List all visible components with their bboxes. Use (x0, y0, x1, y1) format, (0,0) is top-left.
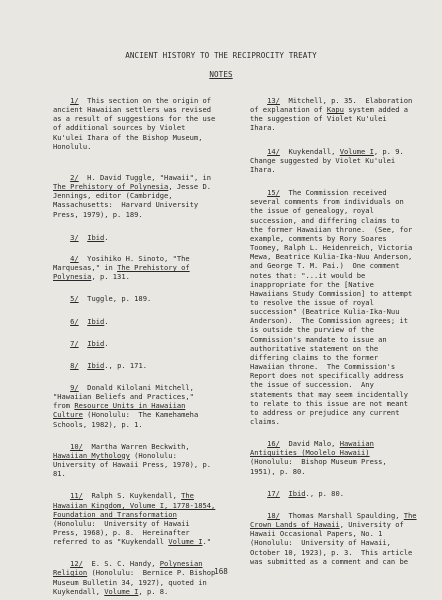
note-line (53, 442, 241, 451)
note-text: (Honolulu: University of Hawaii, (250, 538, 391, 548)
note-text: Mitchell, p. 35. Elaboration (279, 96, 413, 105)
note-line (250, 165, 420, 174)
note-line (250, 408, 420, 417)
note-line (53, 510, 241, 519)
note-line (53, 339, 241, 348)
note-text: Hawaiians Study Commission] to attempt (250, 288, 413, 298)
note-line (250, 557, 420, 566)
note-text: to address or prejudice any current (250, 407, 400, 417)
note-text: is outside the purview of the (250, 325, 374, 335)
note-text: 4/ (70, 253, 79, 263)
note-text: 12/ (70, 559, 83, 569)
note-line (250, 123, 420, 132)
notes-column-left (53, 96, 241, 596)
note-text: ., p. 171. (104, 360, 147, 370)
note-line (53, 263, 241, 272)
note-text (250, 147, 267, 156)
note-text: Press, 1979), p. 189. (53, 209, 143, 219)
note-text: . (104, 338, 109, 348)
note-text: Ralph S. Kuykendall, (82, 491, 182, 501)
note-line (250, 307, 420, 316)
note-text (53, 173, 70, 182)
note-text: the issue of succession. Any (250, 380, 374, 390)
note-text: Resource Units in Hawaiian (74, 401, 186, 411)
note-line (53, 420, 241, 429)
note-text (53, 491, 70, 500)
note-n6 (53, 317, 241, 326)
note-n12 (53, 559, 241, 596)
note-line (53, 401, 241, 410)
note-line (53, 491, 241, 500)
note-line (250, 243, 420, 252)
note-text: succession" (Beatrice Kulia-Ika-Nuu (250, 307, 400, 317)
note-text: Hawaiian Mythology (53, 450, 130, 460)
note-text: Volume I (168, 537, 203, 547)
note-text (53, 294, 70, 303)
note-text: Anderson). The Commission agrees; it (250, 316, 409, 326)
note-line (250, 511, 420, 520)
note-text: Ihara. (250, 164, 276, 174)
note-line (250, 371, 420, 380)
note-line (250, 261, 420, 270)
note-text: Kuykendall, (53, 586, 105, 596)
note-line (250, 105, 420, 114)
note-text: 16/ (267, 439, 280, 449)
note-text: Antiquities (Moolelo Hawaii) (250, 448, 370, 458)
note-line (53, 537, 241, 546)
note-text (53, 317, 70, 326)
note-text: example, comments by Rory Soares (250, 233, 387, 243)
note-line (53, 114, 241, 123)
note-text: Crown Lands of Hawaii (250, 520, 340, 530)
note-text: 2/ (70, 172, 79, 182)
note-n2 (53, 173, 241, 219)
note-text: "Hawaiian Beliefs and Practices," (53, 392, 194, 402)
note-line (53, 519, 241, 528)
note-text: 15/ (267, 188, 280, 198)
note-line (53, 410, 241, 419)
note-line (53, 392, 241, 401)
note-line (250, 529, 420, 538)
note-line (250, 114, 420, 123)
note-line (53, 383, 241, 392)
note-text: 10/ (70, 441, 83, 451)
note-line (250, 280, 420, 289)
notes-column-right (250, 96, 420, 566)
section-heading: NOTES (209, 70, 233, 79)
note-line (53, 96, 241, 105)
note-line (250, 225, 420, 234)
note-text: Religion (53, 568, 88, 578)
note-line (250, 467, 420, 476)
note-line (250, 344, 420, 353)
note-line (53, 501, 241, 510)
note-text: (Honolulu: (129, 450, 177, 460)
note-text: Massachusetts: Harvard University (53, 200, 199, 210)
note-line (53, 294, 241, 303)
note-text (53, 361, 70, 370)
note-text (53, 383, 70, 392)
note-text: Polynesian (159, 559, 203, 569)
note-text: system added a (343, 105, 409, 115)
note-text (250, 439, 267, 448)
note-text: Commission's mandate to issue an (250, 334, 387, 344)
note-text: Polynesia (53, 272, 92, 282)
note-text (250, 188, 267, 197)
note-text: Volume I (339, 146, 374, 156)
note-text: The (403, 510, 417, 520)
note-line (250, 417, 420, 426)
note-n15 (250, 188, 420, 426)
note-text: 6/ (70, 316, 79, 326)
note-text: Mewa, Beatrice Kulia-Ika-Nuu Anderson, (250, 252, 413, 262)
note-text: 1951), p. 80. (250, 466, 306, 476)
note-text: ." (202, 537, 212, 547)
note-n4 (53, 254, 241, 281)
note-text: Yosihiko H. Sinoto, "The (78, 253, 190, 263)
note-line (53, 317, 241, 326)
note-text (53, 233, 70, 242)
note-n14 (250, 147, 420, 174)
note-line (53, 451, 241, 460)
note-line (53, 528, 241, 537)
note-text: from (53, 401, 75, 411)
note-text: 3/ (70, 232, 79, 242)
note-line (53, 123, 241, 132)
note-line (53, 173, 241, 182)
note-line (250, 439, 420, 448)
note-text: , University of (339, 520, 404, 530)
note-line (53, 191, 241, 200)
note-text: the former Hawaiian throne. (See, for (250, 224, 413, 234)
note-text: . (104, 232, 109, 242)
note-text: H. David Tuggle, "Hawaii", in (78, 172, 212, 182)
note-line (250, 271, 420, 280)
note-n18 (250, 511, 420, 566)
note-text: to relate to this issue are not meant (250, 398, 409, 408)
note-text: 18/ (267, 510, 280, 520)
note-text: of explanation of (250, 105, 327, 115)
note-text: the issue of genealogy, royal (250, 206, 374, 216)
note-line (250, 206, 420, 215)
note-line (250, 448, 420, 457)
note-n5 (53, 294, 241, 303)
note-text: 9/ (70, 382, 79, 392)
note-line (250, 399, 420, 408)
note-line (250, 362, 420, 371)
note-text: Hawaiian throne. The Commission's (250, 362, 396, 372)
note-text: several comments from individuals on (250, 197, 404, 207)
note-line (250, 520, 420, 529)
note-text: Press, 1968), p. 8. Hereinafter (53, 528, 190, 537)
note-line (250, 316, 420, 325)
note-n13 (250, 96, 420, 133)
note-n10 (53, 442, 241, 479)
note-n3 (53, 233, 241, 242)
note-text (53, 254, 70, 263)
note-text: referred to as "Kuykendall (53, 537, 169, 547)
note-text: Volume I (104, 586, 139, 596)
note-text: , p. 131. (91, 272, 130, 282)
note-text: The Commission received (279, 188, 387, 198)
note-text: The Prehistory of Polynesia (53, 182, 169, 192)
note-line (250, 489, 420, 498)
note-n1 (53, 96, 241, 151)
note-line (250, 96, 420, 105)
note-text: Ku'ulei Ihara of the Bishop Museum, (53, 132, 203, 142)
note-text: as a result of suggestions for the use (53, 114, 216, 124)
note-text: ancient Hawaiian settlers was revised (53, 105, 212, 115)
note-text: Ihara. (250, 123, 276, 133)
note-n8 (53, 361, 241, 370)
note-text: to resolve the issue of royal (250, 297, 374, 307)
note-line (250, 380, 420, 389)
note-text: Kapu (326, 105, 344, 115)
note-text: Report does not specifically address (250, 371, 404, 381)
note-text: Ibid (87, 232, 105, 242)
note-text: 8/ (70, 360, 79, 370)
note-text: Ibid (87, 316, 105, 326)
note-text (53, 96, 70, 105)
note-text: was submitted as a comment and can be (250, 556, 409, 566)
note-text: succession, and differing claims to (250, 215, 400, 225)
note-text: The Prehistory of (117, 263, 190, 273)
note-text: (Honolulu: Bernice P. Bishop (87, 568, 216, 578)
note-text: 17/ (267, 488, 280, 498)
note-line (53, 254, 241, 263)
note-text: Marquesas," in (53, 263, 118, 273)
note-line (250, 147, 420, 156)
note-text: Martha Warren Beckwith, (82, 441, 190, 451)
note-text: 7/ (70, 338, 79, 348)
note-text: , p. 9. (373, 146, 404, 156)
note-text: (Honolulu: The Kamehameha (82, 410, 199, 420)
note-line (250, 197, 420, 206)
note-line (250, 156, 420, 165)
note-line (53, 142, 241, 151)
note-text: differing claims to the former (250, 352, 379, 362)
note-text: notes that: "...it would be (250, 270, 366, 280)
note-text (79, 317, 88, 326)
note-text (250, 511, 267, 520)
note-text: claims. (250, 417, 280, 426)
note-text: Museum Bulletin 34, 1927), quoted in (53, 577, 207, 587)
note-line (53, 210, 241, 219)
note-text: Culture (53, 410, 83, 420)
note-text: authoritative statement on the (250, 343, 379, 353)
note-text: ., p. 80. (305, 488, 344, 498)
note-line (250, 390, 420, 399)
note-text: 13/ (267, 96, 280, 105)
note-text (79, 339, 88, 348)
note-line (53, 182, 241, 191)
note-text (250, 489, 267, 498)
note-line (250, 325, 420, 334)
note-line (250, 252, 420, 261)
note-text: Hawaiian Kingdom, Volume I, 1778-1854, (53, 500, 216, 510)
note-line (53, 361, 241, 370)
document-title: ANCIENT HISTORY TO THE RECIPROCITY TREATY (125, 51, 317, 60)
note-line (250, 298, 420, 307)
note-text: Donald Kilolani Mitchell, (78, 382, 194, 392)
note-text: The (181, 491, 194, 501)
note-text: Tuggle, p. 189. (78, 294, 152, 304)
note-n16 (250, 439, 420, 476)
note-text (53, 442, 70, 451)
note-line (53, 200, 241, 209)
note-line (250, 548, 420, 557)
note-text: inappropriate for the [Native (250, 279, 374, 289)
note-line (250, 335, 420, 344)
note-line (53, 578, 241, 587)
note-line (53, 133, 241, 142)
note-text: E. S. C. Handy, (82, 559, 160, 569)
note-text: October 10, 1923), p. 3. This article (250, 547, 413, 557)
note-text: Honolulu. (53, 141, 92, 151)
note-text: Jennings, editor (Cambridge, (53, 191, 173, 201)
note-text: Foundation and Transformation (53, 509, 177, 519)
note-text: statements that may seem incidentally (250, 389, 409, 399)
note-text: 5/ (70, 294, 79, 304)
note-line (250, 289, 420, 298)
note-text: Hawaii Occasional Papers, No. 1 (250, 529, 383, 539)
note-text (79, 233, 88, 242)
note-text (250, 96, 267, 105)
note-line (53, 272, 241, 281)
page-number: 168 (214, 567, 228, 576)
note-text: 81. (53, 469, 66, 479)
note-n11 (53, 491, 241, 546)
note-text (53, 339, 70, 348)
note-text: the suggestion of Violet Ku'ulei (250, 114, 387, 124)
note-text: Change suggested by Violet Ku'ulei (250, 155, 396, 165)
note-n9 (53, 383, 241, 429)
note-text: David Malo, (279, 439, 340, 449)
note-text: , p. 8. (138, 586, 169, 596)
note-line (250, 188, 420, 197)
note-text (79, 361, 88, 370)
note-text: 14/ (267, 146, 280, 156)
note-line (250, 234, 420, 243)
note-n7 (53, 339, 241, 348)
note-text: University of Hawaii Press, 1970), p. (53, 460, 212, 470)
note-text: This section on the origin of (78, 96, 212, 105)
note-text: Ibid (87, 360, 105, 370)
note-text: Schools, 1982), p. 1. (53, 419, 143, 429)
note-line (53, 233, 241, 242)
note-line (250, 538, 420, 547)
note-text: Kuykendall, (279, 146, 340, 156)
note-line (53, 460, 241, 469)
note-text: , Jesse D. (168, 182, 212, 192)
note-text: Hawaiian (339, 439, 374, 449)
note-line (250, 353, 420, 362)
note-text: of additional sources by Violet (53, 123, 186, 133)
note-n17 (250, 489, 420, 498)
note-text: Toomey, Ralph L. Heidenreich, Victoria (250, 243, 413, 253)
note-line (53, 587, 241, 596)
note-text: 1/ (70, 96, 79, 105)
note-line (250, 216, 420, 225)
note-text: Ibid (288, 488, 306, 498)
note-text: Ibid (87, 338, 105, 348)
note-text: (Honolulu: Bishop Museum Press, (250, 457, 387, 467)
note-line (53, 469, 241, 478)
note-text: (Honolulu: University of Hawaii (53, 518, 190, 528)
note-text: Thomas Marshall Spaulding, (279, 510, 404, 520)
note-text: . (104, 316, 109, 326)
note-line (250, 457, 420, 466)
note-line (53, 105, 241, 114)
note-text: 11/ (70, 491, 83, 501)
note-text: and George T. M. Pai.) One comment (250, 261, 400, 271)
